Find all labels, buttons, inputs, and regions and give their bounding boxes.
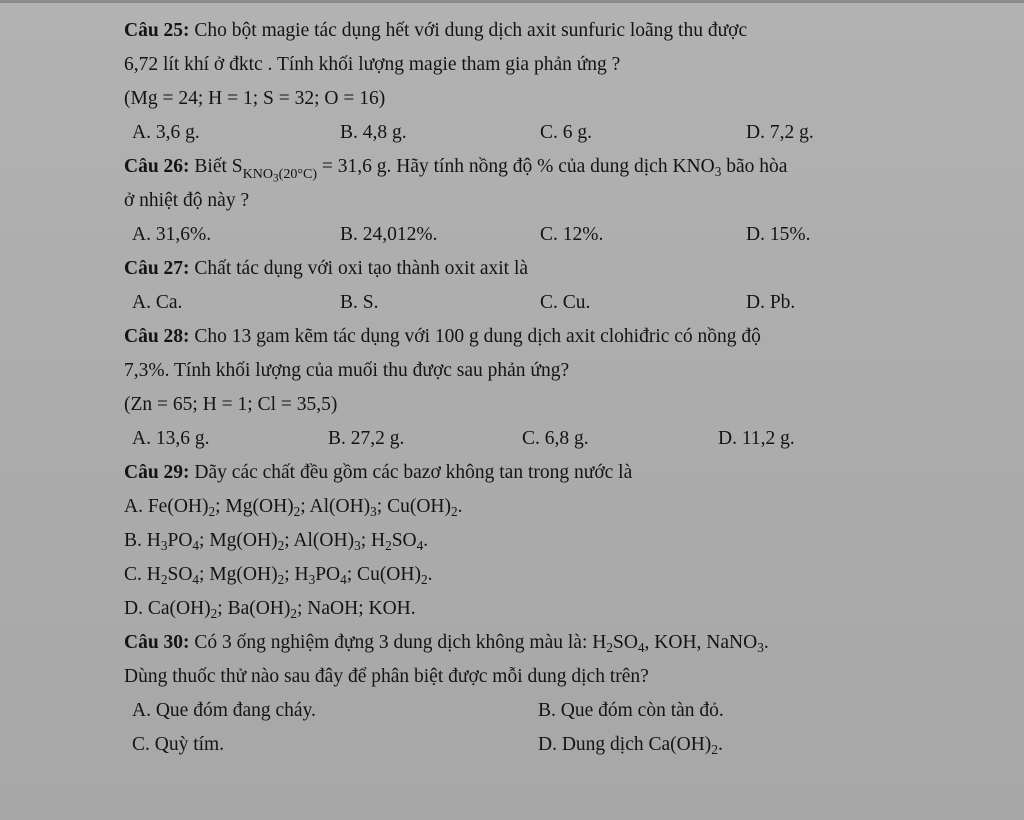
option-b[interactable]: B. 24,012%. [340,224,438,245]
answer-options [124,694,954,728]
option-c[interactable]: C. Cu. [540,292,591,313]
question-text: Dãy các chất đều gồm các bazơ không tan trong nước là [194,462,633,483]
option-b[interactable]: B. Que đóm còn tàn đỏ. [538,700,724,721]
question-30 [124,626,954,762]
question-27 [124,252,954,320]
option-a[interactable]: A. $Fe(OH)_2$; $Mg(OH)_2$; $Al(OH)_3$; $Cu(OH)_2$. [124,496,463,519]
option-a[interactable]: A. Que đóm đang cháy. [132,700,316,721]
question-text: Biết S [194,156,243,177]
question-label: Câu 30: [124,632,190,653]
question-text: ở nhiệt độ này ? [124,190,250,211]
option-b[interactable]: B. S. [340,292,379,313]
solubility-subscript: KNO3(20°C) [242,166,318,185]
answer-options [124,286,954,320]
option-a[interactable]: A. 31,6%. [132,224,212,245]
option-d[interactable]: D. 7,2 g. [746,122,814,143]
question-label: Câu 25: [124,20,190,41]
option-c[interactable]: C. Quỳ tím. [132,734,225,755]
question-list [124,14,954,762]
question-28 [124,320,954,456]
question-text: Chất tác dụng với oxi tạo thành oxit axit là [194,258,529,279]
question-text: Cho bột magie tác dụng hết với dung dịch axit sunfuric loãng thu được [194,20,748,41]
question-26: Câu 26: Biết $S_{KNO_3(20^\circ C)} = 31,6$ g. Hãy tính nồng độ % của dung dịch $KNO_3$ bão hòa ở nhiệt độ này ? A. 31,6%. B. 24,012%. C. 12%. D. 15%. [124,150,954,252]
option-a[interactable]: A. 13,6 g. [132,428,210,449]
question-25 [124,14,954,150]
option-d[interactable]: D. Pb. [746,292,796,313]
question-text: Dùng thuốc thử nào sau đây để phân biệt được mỗi dung dịch trên? [124,666,649,687]
question-text: 6,72 lít khí ở đktc . Tính khối lượng magie tham gia phản ứng ? [124,54,621,75]
question-29 [124,456,954,626]
option-b[interactable]: B. 4,8 g. [340,122,407,143]
option-c[interactable]: C. 6,8 g. [522,428,589,449]
option-b[interactable]: B. 27,2 g. [328,428,405,449]
option-a[interactable]: A. 3,6 g. [132,122,200,143]
option-d[interactable]: D. 15%. [746,224,811,245]
answer-options [124,422,954,456]
question-text: Cho 13 gam kẽm tác dụng với 100 g dung dịch axit clohiđric có nồng độ [194,326,761,347]
answer-options [124,218,954,252]
atomic-masses: (Mg = 24; H = 1; S = 32; O = 16) [124,88,386,109]
option-c[interactable]: C. 6 g. [540,122,593,143]
option-d[interactable]: D. 11,2 g. [718,428,795,449]
option-a[interactable]: A. Ca. [132,292,183,313]
option-c[interactable]: C. $H_2SO_4$; $Mg(OH)_2$; $H_3PO_4$; $Cu(OH)_2$. [124,564,433,587]
option-d[interactable]: D. $Ca(OH)_2$; $Ba(OH)_2$; NaOH; KOH. [124,598,416,621]
option-d[interactable]: D. Dung dịch $Ca(OH)_2$. [538,734,723,757]
question-text: 7,3%. Tính khối lượng của muối thu được sau phản ứng? [124,360,570,381]
answer-options [124,728,954,762]
question-label: Câu 29: [124,462,190,483]
option-c[interactable]: C. 12%. [540,224,604,245]
question-label: Câu 27: [124,258,190,279]
option-b[interactable]: B. $H_3PO_4$; $Mg(OH)_2$; $Al(OH)_3$; $H_2SO_4$. [124,530,429,553]
question-text: Có 3 ống nghiệm đựng 3 dung dịch không màu là: $H_2SO_4$, KOH, NaNO$_3$. [194,632,769,655]
question-label: Câu 26: [124,156,190,177]
atomic-masses: (Zn = 65; H = 1; Cl = 35,5) [124,394,338,415]
answer-options [124,116,954,150]
question-label: Câu 28: [124,326,190,347]
top-edge-divider [0,0,1024,3]
